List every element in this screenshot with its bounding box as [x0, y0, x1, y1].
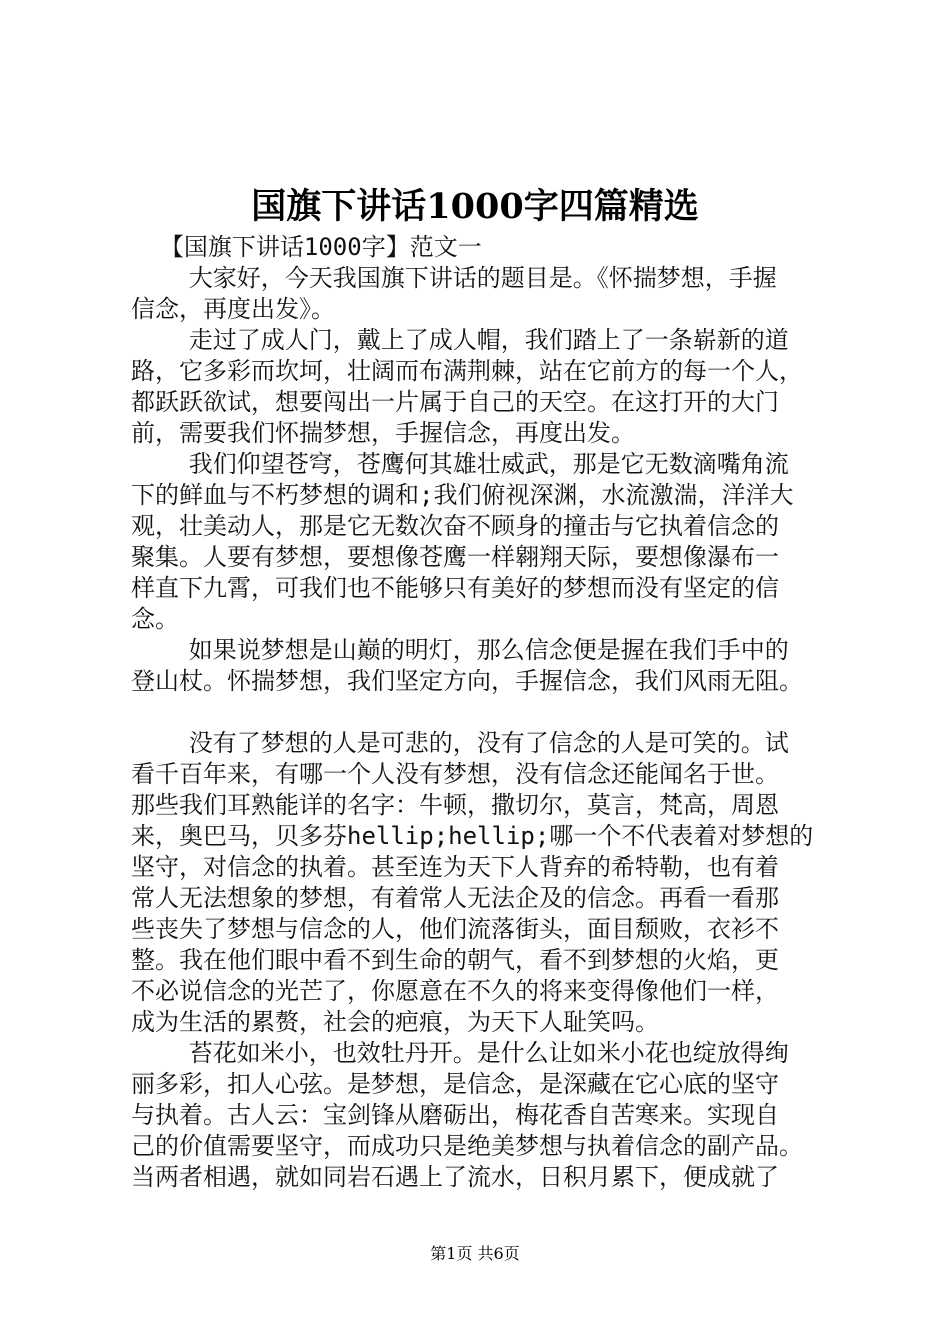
- document-title: 国旗下讲话1000字四篇精选: [251, 186, 699, 227]
- body-line: 都跃跃欲试，想要闯出一片属于自己的天空。在这打开的大门: [131, 388, 779, 416]
- body-line: 如果说梦想是山巅的明灯，那么信念便是握在我们手中的: [131, 636, 789, 664]
- document-body: [131, 232, 831, 1193]
- body-line: 当两者相遇，就如同岩石遇上了流水，日积月累下，便成就了: [131, 1163, 779, 1191]
- body-line: 观，壮美动人，那是它无数次奋不顾身的撞击与它执着信念的: [131, 512, 779, 540]
- body-line: 念。: [131, 605, 179, 633]
- body-line: 己的价值需要坚守，而成功只是绝美梦想与执着信念的副产品。: [131, 1132, 803, 1160]
- body-line: 下的鲜血与不朽梦想的调和;我们俯视深渊，水流激湍，洋洋大: [131, 481, 794, 509]
- body-line: 整。我在他们眼中看不到生命的朝气，看不到梦想的火焰，更: [131, 946, 779, 974]
- body-line: 成为生活的累赘，社会的疤痕，为天下人耻笑吗。: [131, 1008, 659, 1036]
- body-line: 信念，再度出发》。: [131, 295, 335, 323]
- body-line: 看千百年来，有哪一个人没有梦想，没有信念还能闻名于世。: [131, 760, 779, 788]
- body-line: 登山杖。怀揣梦想，我们坚定方向，手握信念，我们风雨无阻。: [131, 667, 803, 695]
- body-line: 前，需要我们怀揣梦想，手握信念，再度出发。: [131, 419, 635, 447]
- body-line: [131, 697, 831, 728]
- body-line: 聚集。人要有梦想，要想像苍鹰一样翱翔天际，要想像瀑布一: [131, 543, 779, 571]
- body-line: 丽多彩，扣人心弦。是梦想，是信念，是深藏在它心底的坚守: [131, 1070, 779, 1098]
- body-line: 路，它多彩而坎坷，壮阔而布满荆棘，站在它前方的每一个人，: [131, 357, 803, 385]
- body-line: 样直下九霄，可我们也不能够只有美好的梦想而没有坚定的信: [131, 574, 779, 602]
- body-line: 常人无法想象的梦想，有着常人无法企及的信念。再看一看那: [131, 884, 779, 912]
- page-footer: 第1页 共6页: [430, 1244, 520, 1263]
- body-line: 大家好，今天我国旗下讲话的题目是。《怀揣梦想，手握: [131, 264, 777, 292]
- body-line: 来，奥巴马，贝多芬hellip;hellip;哪一个不代表着对梦想的: [131, 822, 814, 850]
- body-line: 我们仰望苍穹，苍鹰何其雄壮威武，那是它无数滴嘴角流: [131, 450, 789, 478]
- body-line: 【国旗下讲话1000字】范文一: [131, 233, 482, 261]
- body-line: 些丧失了梦想与信念的人，他们流落街头，面目颓败，衣衫不: [131, 915, 779, 943]
- body-line: 不必说信念的光芒了，你愿意在不久的将来变得像他们一样，: [131, 977, 779, 1005]
- body-line: 与执着。古人云：宝剑锋从磨砺出，梅花香自苦寒来。实现自: [131, 1101, 779, 1129]
- body-line: 没有了梦想的人是可悲的，没有了信念的人是可笑的。试: [131, 729, 789, 757]
- body-line: 坚守，对信念的执着。甚至连为天下人背弃的希特勒，也有着: [131, 853, 779, 881]
- body-line: 苔花如米小，也效牡丹开。是什么让如米小花也绽放得绚: [131, 1039, 789, 1067]
- body-line: 走过了成人门，戴上了成人帽，我们踏上了一条崭新的道: [131, 326, 789, 354]
- body-line: 那些我们耳熟能详的名字：牛顿，撒切尔，莫言，梵高，周恩: [131, 791, 779, 819]
